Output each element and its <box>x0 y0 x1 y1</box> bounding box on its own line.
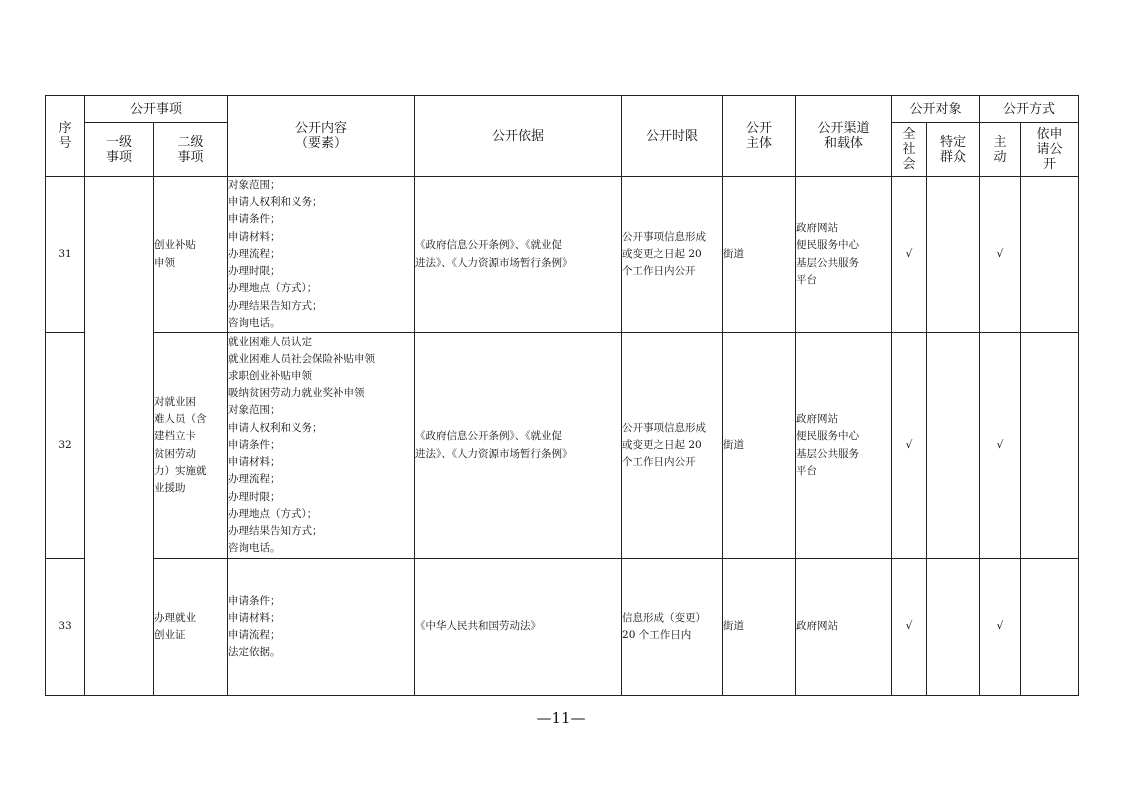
header-audience-specific: 特定 群众 <box>927 123 980 177</box>
header-level2: 二级 事项 <box>154 123 228 177</box>
header-method-active: 主 动 <box>980 123 1021 177</box>
header-method: 公开方式 <box>980 96 1079 123</box>
row-channel: 政府网站 <box>796 559 892 696</box>
table-row <box>46 333 1079 559</box>
header-subject: 公开 主体 <box>723 96 796 177</box>
header-channel: 公开渠道 和载体 <box>796 96 892 177</box>
row-method-apply <box>1021 177 1079 333</box>
row-content: 申请条件； 申请材料； 申请流程； 法定依据。 <box>228 559 415 696</box>
row-audience-specific <box>927 177 980 333</box>
row-audience-all: √ <box>892 177 927 333</box>
row-time-limit: 公开事项信息形成 或变更之日起 20 个工作日内公开 <box>622 177 723 333</box>
level1-cell-empty <box>85 177 154 696</box>
row-method-active: √ <box>980 177 1021 333</box>
row-basis: 《政府信息公开条例》、《就业促 进法》、《人力资源市场暂行条例》 <box>415 333 622 559</box>
row-basis: 《中华人民共和国劳动法》 <box>415 559 622 696</box>
header-method-apply: 依申 请公 开 <box>1021 123 1079 177</box>
row-audience-all: √ <box>892 333 927 559</box>
table-row <box>46 559 1079 696</box>
row-level2: 对就业困 难人员（含 建档立卡 贫困劳动 力）实施就 业援助 <box>154 333 228 559</box>
row-method-active: √ <box>980 559 1021 696</box>
table-row <box>46 177 1079 333</box>
row-content: 对象范围； 申请人权利和义务； 申请条件； 申请材料； 办理流程； 办理时限； 办理地点（方式）； 办理结果告知方式； 咨询电话。 <box>228 177 415 333</box>
header-time-limit: 公开时限 <box>622 96 723 177</box>
row-channel: 政府网站 便民服务中心 基层公共服务 平台 <box>796 333 892 559</box>
header-basis: 公开依据 <box>415 96 622 177</box>
row-content: 就业困难人员认定 就业困难人员社会保险补贴申领 求职创业补贴申领 吸纳贫困劳动力就业奖补申领 对象范围； 申请人权利和义务； 申请条件； 申请材料； 办理流程； 办理时限； 办理地点（方式）； 办理结果告知方式； 咨询电话。 <box>228 333 415 559</box>
disclosure-table <box>45 95 1079 696</box>
row-channel: 政府网站 便民服务中心 基层公共服务 平台 <box>796 177 892 333</box>
header-audience-all: 全 社 会 <box>892 123 927 177</box>
header-level1: 一级 事项 <box>85 123 154 177</box>
header-matter: 公开事项 <box>85 96 228 123</box>
header-audience: 公开对象 <box>892 96 980 123</box>
row-basis: 《政府信息公开条例》、《就业促 进法》、《人力资源市场暂行条例》 <box>415 177 622 333</box>
row-subject: 街道 <box>723 559 796 696</box>
row-subject: 街道 <box>723 177 796 333</box>
row-level2: 办理就业 创业证 <box>154 559 228 696</box>
row-audience-specific <box>927 559 980 696</box>
row-subject: 街道 <box>723 333 796 559</box>
row-seq: 32 <box>46 333 85 559</box>
row-time-limit: 信息形成（变更） 20 个工作日内 <box>622 559 723 696</box>
row-audience-specific <box>927 333 980 559</box>
row-seq: 31 <box>46 177 85 333</box>
row-method-active: √ <box>980 333 1021 559</box>
row-audience-all: √ <box>892 559 927 696</box>
row-time-limit: 公开事项信息形成 或变更之日起 20 个工作日内公开 <box>622 333 723 559</box>
header-content: 公开内容 （要素） <box>228 96 415 177</box>
row-level2: 创业补贴 申领 <box>154 177 228 333</box>
row-method-apply <box>1021 333 1079 559</box>
header-seq: 序 号 <box>46 96 85 177</box>
page-number: —11— <box>536 709 586 727</box>
row-seq: 33 <box>46 559 85 696</box>
row-method-apply <box>1021 559 1079 696</box>
